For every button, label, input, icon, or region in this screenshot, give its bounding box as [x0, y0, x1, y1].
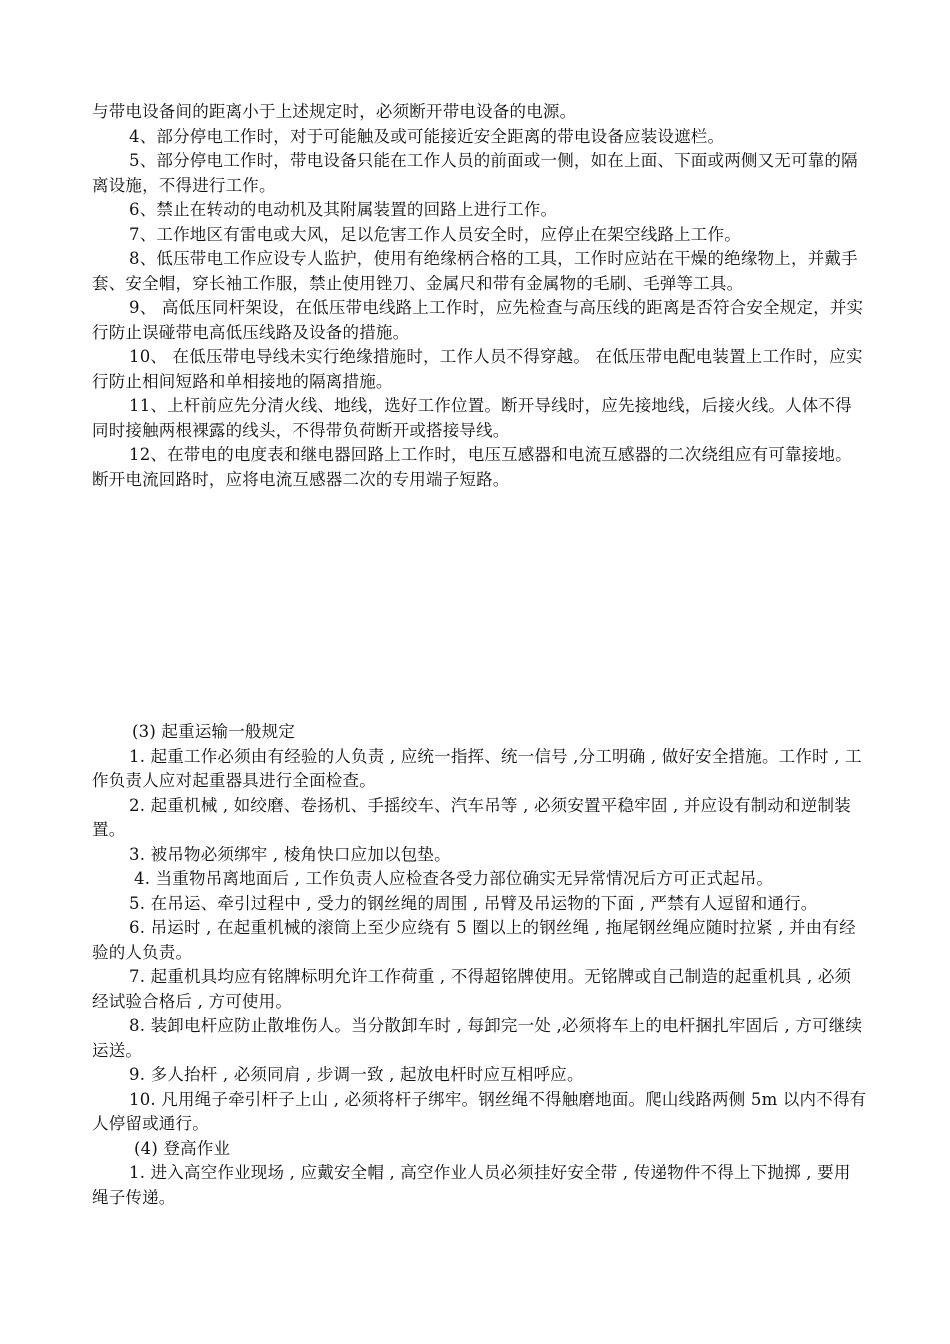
section-heading-lifting: (3) 起重运输一般规定 — [132, 722, 296, 741]
rule-6: 6、禁止在转动的电动机及其附属装置的回路上进行工作。 — [129, 200, 558, 219]
lifting-rule-9: 9. 多人抬杆 , 必须同肩 , 步调一致 , 起放电杆时应互相呼应。 — [129, 1065, 584, 1084]
lifting-rule-3: 3. 被吊物必须绑牢 , 棱角快口应加以包垫。 — [129, 844, 451, 864]
lifting-rule-5: 5. 在吊运、牵引过程中 , 受力的钢丝绳的周围 , 吊臂及吊运物的下面 , 严禁有人逗留和通行。 — [129, 893, 818, 913]
rule-11: 11、上杆前应先分清火线、地线，选好工作位置。断开导线时，应先接地线，后接火线。人体不得同时接触两根裸露的线头，不得带负荷断开或搭接导线。 — [92, 396, 852, 440]
height-rule-1: 1. 进入高空作业现场 , 应戴安全帽 , 高空作业人员必须挂好安全带 , 传递物件不得上下抛掷 , 要用绳子传递。 — [92, 1163, 851, 1207]
rule-12: 12、在带电的电度表和继电器回路上工作时，电压互感器和电流互感器的二次绕组应有可靠接地。断开电流回路时，应将电流互感器二次的专用端子短路。 — [92, 445, 852, 489]
lifting-rule-2: 2. 起重机械 , 如绞磨、卷扬机、手摇绞车、汽车吊等 , 必须安置平稳牢固 , 并应设有制动和逆制装置。 — [92, 795, 851, 839]
lifting-transport-section — [92, 720, 867, 1210]
lifting-rule-7: 7. 起重机具均应有铭牌标明允许工作荷重 , 不得超铭牌使用。无铭牌或自己制造的起重机具 , 必须经试验合格后 , 方可使用。 — [92, 967, 852, 1011]
rule-5: 5、部分停电工作时，带电设备只能在工作人员的前面或一侧，如在上面、下面或两侧又无可靠的隔离设施，不得进行工作。 — [92, 151, 858, 195]
lifting-rule-1: 1. 起重工作必须由有经验的人负责 , 应统一指挥、统一信号 ,分工明确 , 做好安全措施。工作时 , 工作负责人应对起重器具进行全面检查。 — [92, 746, 862, 790]
electrical-safety-section — [92, 100, 867, 492]
rule-8: 8、低压带电工作应设专人监护，使用有绝缘柄合格的工具，工作时应站在干燥的绝缘物上，并戴手套、安全帽，穿长袖工作服，禁止使用锉刀、金属尺和带有金属物的毛刷、毛弹等工具。 — [92, 249, 858, 293]
lifting-rule-8: 8. 装卸电杆应防止散堆伤人。当分散卸车时 , 每卸完一处 ,必须将车上的电杆捆扎牢固后 , 方可继续运送。 — [92, 1016, 863, 1060]
section-heading-height-work: (4) 登高作业 — [134, 1138, 231, 1158]
rule-7: 7、工作地区有雷电或大风，足以危害工作人员安全时，应停止在架空线路上工作。 — [129, 224, 741, 244]
rule-9: 9、 高低压同杆架设，在低压带电线路上工作时，应先检查与高压线的距离是否符合安全规定，并实行防止误碰带电高低压线路及设备的措施。 — [92, 298, 864, 342]
lifting-rule-10: 10. 凡用绳子牵引杆子上山 , 必须将杆子绑牢。钢丝绳不得触磨地面。爬山线路两侧 5m 以内不得有人停留或通行。 — [92, 1089, 867, 1133]
rule-4: 4、部分停电工作时，对于可能触及或可能接近安全距离的带电设备应装设遮栏。 — [129, 126, 725, 146]
paragraph-continuation: 与带电设备间的距离小于上述规定时，必须断开带电设备的电源。 — [92, 102, 577, 121]
rule-10: 10、 在低压带电导线未实行绝缘措施时，工作人员不得穿越。 在低压带电配电装置上工作时，应实行防止相间短路和单相接地的隔离措施。 — [92, 347, 863, 391]
lifting-rule-6: 6. 吊运时 , 在起重机械的滚筒上至少应绕有 5 圈以上的钢丝绳 , 拖尾钢丝绳应随时拉紧 , 并由有经验的人负责。 — [92, 918, 856, 962]
lifting-rule-4: 4. 当重物吊离地面后 , 工作负责人应检查各受力部位确实无异常情况后方可正式起吊。 — [134, 869, 774, 888]
